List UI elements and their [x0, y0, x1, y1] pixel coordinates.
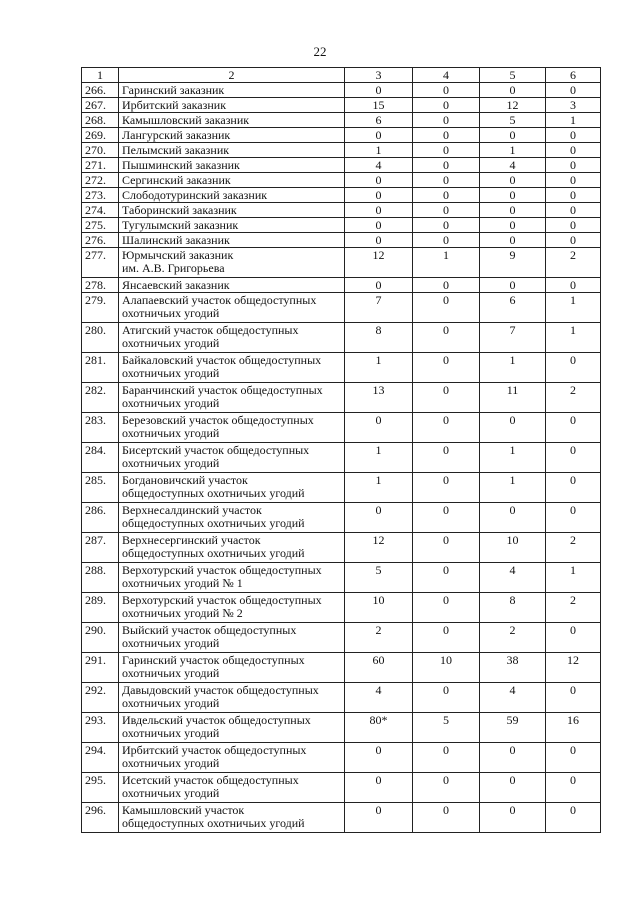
row-name [119, 173, 345, 188]
row-name-line: Байкаловский участок общедоступных [122, 353, 322, 367]
row-value-c4: 0 [413, 593, 480, 623]
table-row [82, 713, 601, 743]
row-value-c6: 0 [546, 278, 601, 293]
table-row [82, 188, 601, 203]
row-value-c5: 7 [480, 323, 546, 353]
row-name-line: Давыдовский участок общедоступных [122, 683, 319, 697]
row-value-c6: 1 [546, 113, 601, 128]
row-value-c5: 10 [480, 533, 546, 563]
row-value-c5: 0 [480, 803, 546, 833]
row-value-c6: 0 [546, 128, 601, 143]
row-value-c3: 0 [345, 278, 413, 293]
row-name-line: Бисертский участок общедоступных [122, 443, 310, 457]
row-number: 283. [82, 413, 119, 443]
row-value-c3: 4 [345, 683, 413, 713]
row-value-c6: 0 [546, 803, 601, 833]
row-name-line: Камышловский заказник [122, 113, 250, 127]
row-name-line: Алапаевский участок общедоступных [122, 293, 317, 307]
row-value-c5: 0 [480, 743, 546, 773]
row-number: 296. [82, 803, 119, 833]
table-row [82, 773, 601, 803]
row-value-c4: 0 [413, 413, 480, 443]
row-name-line: Верхотурский участок общедоступных [122, 593, 322, 607]
row-value-c4: 0 [413, 233, 480, 248]
row-value-c6: 1 [546, 323, 601, 353]
row-name-line: общедоступных охотничьих угодий [122, 546, 305, 560]
row-name [119, 413, 345, 443]
row-value-c6: 12 [546, 653, 601, 683]
row-value-c6: 0 [546, 443, 601, 473]
row-value-c4: 0 [413, 98, 480, 113]
row-name-line: охотничьих угодий [122, 456, 220, 470]
table-row [82, 803, 601, 833]
table-row [82, 503, 601, 533]
row-name [119, 803, 345, 833]
row-value-c4: 0 [413, 83, 480, 98]
column-header: 3 [345, 68, 413, 83]
table-row [82, 113, 601, 128]
row-value-c4: 0 [413, 803, 480, 833]
row-name [119, 503, 345, 533]
row-name-line: Пышминский заказник [122, 158, 240, 172]
row-value-c3: 15 [345, 98, 413, 113]
row-name-line: Богдановичский участок [122, 473, 248, 487]
column-header: 6 [546, 68, 601, 83]
row-name-line: Березовский участок общедоступных [122, 413, 314, 427]
row-number: 273. [82, 188, 119, 203]
row-value-c5: 0 [480, 233, 546, 248]
table-row [82, 248, 601, 278]
row-number: 292. [82, 683, 119, 713]
row-name [119, 248, 345, 278]
row-value-c4: 0 [413, 113, 480, 128]
row-name [119, 203, 345, 218]
row-name [119, 233, 345, 248]
row-name-line: Камышловский участок [122, 803, 245, 817]
row-value-c3: 60 [345, 653, 413, 683]
row-value-c3: 0 [345, 128, 413, 143]
row-name [119, 443, 345, 473]
table-row [82, 743, 601, 773]
row-value-c6: 0 [546, 503, 601, 533]
row-value-c3: 0 [345, 188, 413, 203]
row-value-c6: 1 [546, 563, 601, 593]
table-row [82, 353, 601, 383]
row-value-c6: 0 [546, 743, 601, 773]
row-value-c5: 4 [480, 563, 546, 593]
row-number: 280. [82, 323, 119, 353]
row-name [119, 278, 345, 293]
row-number: 295. [82, 773, 119, 803]
table-row [82, 383, 601, 413]
row-value-c5: 9 [480, 248, 546, 278]
row-value-c4: 0 [413, 188, 480, 203]
row-value-c4: 0 [413, 383, 480, 413]
row-value-c4: 0 [413, 293, 480, 323]
row-name-line: Баранчинский участок общедоступных [122, 383, 323, 397]
row-value-c4: 0 [413, 773, 480, 803]
row-name-line: охотничьих угодий [122, 786, 220, 800]
row-name [119, 683, 345, 713]
row-value-c5: 4 [480, 683, 546, 713]
row-number: 269. [82, 128, 119, 143]
table-row [82, 413, 601, 443]
row-value-c3: 1 [345, 143, 413, 158]
row-number: 289. [82, 593, 119, 623]
row-value-c3: 0 [345, 503, 413, 533]
row-name [119, 623, 345, 653]
table-header-row [82, 68, 601, 83]
row-value-c5: 0 [480, 218, 546, 233]
table-row [82, 128, 601, 143]
row-name-line: общедоступных охотничьих угодий [122, 816, 305, 830]
row-name-line: Атигский участок общедоступных [122, 323, 299, 337]
row-value-c6: 2 [546, 533, 601, 563]
row-value-c5: 0 [480, 773, 546, 803]
row-name-line: Юрмычский заказник [122, 248, 234, 262]
row-value-c6: 0 [546, 233, 601, 248]
row-name-line: Сергинский заказник [122, 173, 231, 187]
table-row [82, 653, 601, 683]
row-value-c6: 0 [546, 188, 601, 203]
row-value-c6: 0 [546, 353, 601, 383]
row-value-c4: 0 [413, 278, 480, 293]
row-value-c5: 59 [480, 713, 546, 743]
row-value-c5: 38 [480, 653, 546, 683]
row-number: 279. [82, 293, 119, 323]
row-name-line: охотничьих угодий [122, 726, 220, 740]
row-value-c3: 0 [345, 743, 413, 773]
row-value-c4: 0 [413, 158, 480, 173]
row-value-c6: 0 [546, 83, 601, 98]
row-name-line: Пелымский заказник [122, 143, 230, 157]
row-number: 272. [82, 173, 119, 188]
row-name-line: Янсаевский заказник [122, 278, 230, 292]
column-header: 1 [82, 68, 119, 83]
row-value-c6: 0 [546, 683, 601, 713]
row-value-c5: 0 [480, 83, 546, 98]
row-number: 271. [82, 158, 119, 173]
row-name-line: Слободотуринский заказник [122, 188, 268, 202]
row-name [119, 713, 345, 743]
row-value-c6: 16 [546, 713, 601, 743]
row-value-c4: 0 [413, 128, 480, 143]
row-value-c5: 1 [480, 143, 546, 158]
row-name [119, 563, 345, 593]
row-value-c5: 4 [480, 158, 546, 173]
row-number: 290. [82, 623, 119, 653]
row-number: 293. [82, 713, 119, 743]
row-name [119, 773, 345, 803]
row-name [119, 293, 345, 323]
row-value-c6: 0 [546, 218, 601, 233]
row-value-c3: 5 [345, 563, 413, 593]
row-number: 278. [82, 278, 119, 293]
row-value-c5: 0 [480, 278, 546, 293]
row-value-c5: 0 [480, 203, 546, 218]
row-name-line: Верхотурский участок общедоступных [122, 563, 322, 577]
row-value-c4: 0 [413, 623, 480, 653]
row-name [119, 128, 345, 143]
row-value-c6: 0 [546, 413, 601, 443]
row-value-c6: 2 [546, 383, 601, 413]
row-name-line: охотничьих угодий [122, 426, 220, 440]
row-name-line: Верхнесергинский участок [122, 533, 261, 547]
row-name [119, 653, 345, 683]
row-number: 277. [82, 248, 119, 278]
row-value-c4: 0 [413, 473, 480, 503]
row-value-c3: 4 [345, 158, 413, 173]
row-value-c4: 0 [413, 683, 480, 713]
row-value-c3: 6 [345, 113, 413, 128]
row-name-line: Исетский участок общедоступных [122, 773, 299, 787]
row-number: 267. [82, 98, 119, 113]
table-row [82, 278, 601, 293]
row-value-c4: 0 [413, 218, 480, 233]
row-name-line: охотничьих угодий [122, 696, 220, 710]
row-value-c6: 0 [546, 203, 601, 218]
row-value-c6: 0 [546, 158, 601, 173]
row-name-line: общедоступных охотничьих угодий [122, 516, 305, 530]
row-name-line: охотничьих угодий [122, 666, 220, 680]
data-table [81, 67, 601, 833]
row-value-c6: 2 [546, 593, 601, 623]
row-value-c3: 0 [345, 803, 413, 833]
table-row [82, 593, 601, 623]
table-row [82, 293, 601, 323]
row-name [119, 98, 345, 113]
table-row [82, 83, 601, 98]
table-row [82, 98, 601, 113]
row-name-line: охотничьих угодий [122, 336, 220, 350]
table-row [82, 623, 601, 653]
row-value-c3: 8 [345, 323, 413, 353]
row-name-line: охотничьих угодий [122, 636, 220, 650]
table-row [82, 563, 601, 593]
row-name-line: Верхнесалдинский участок [122, 503, 262, 517]
column-header: 5 [480, 68, 546, 83]
row-number: 291. [82, 653, 119, 683]
row-value-c3: 13 [345, 383, 413, 413]
row-value-c4: 5 [413, 713, 480, 743]
row-value-c5: 0 [480, 413, 546, 443]
row-number: 287. [82, 533, 119, 563]
row-number: 284. [82, 443, 119, 473]
row-value-c6: 0 [546, 173, 601, 188]
row-name-line: Лангурский заказник [122, 128, 231, 142]
row-value-c4: 1 [413, 248, 480, 278]
row-name-line: охотничьих угодий [122, 396, 220, 410]
row-value-c5: 2 [480, 623, 546, 653]
row-number: 276. [82, 233, 119, 248]
row-name [119, 593, 345, 623]
row-value-c4: 0 [413, 353, 480, 383]
row-value-c3: 7 [345, 293, 413, 323]
row-name [119, 143, 345, 158]
row-value-c6: 0 [546, 473, 601, 503]
row-value-c5: 1 [480, 353, 546, 383]
row-name-line: Тугулымский заказник [122, 218, 239, 232]
row-number: 286. [82, 503, 119, 533]
row-value-c5: 1 [480, 473, 546, 503]
row-value-c3: 1 [345, 473, 413, 503]
row-name-line: Выйский участок общедоступных [122, 623, 297, 637]
row-number: 294. [82, 743, 119, 773]
row-number: 274. [82, 203, 119, 218]
row-name-line: общедоступных охотничьих угодий [122, 486, 305, 500]
row-value-c6: 3 [546, 98, 601, 113]
row-value-c5: 12 [480, 98, 546, 113]
table-row [82, 203, 601, 218]
row-name-line: охотничьих угодий № 2 [122, 606, 243, 620]
row-name [119, 113, 345, 128]
row-name [119, 743, 345, 773]
row-value-c5: 11 [480, 383, 546, 413]
row-name-line: охотничьих угодий [122, 366, 220, 380]
row-value-c5: 0 [480, 128, 546, 143]
row-name-line: Таборинский заказник [122, 203, 237, 217]
row-number: 282. [82, 383, 119, 413]
row-name [119, 383, 345, 413]
table-row [82, 533, 601, 563]
row-value-c6: 0 [546, 623, 601, 653]
row-value-c3: 0 [345, 203, 413, 218]
row-name [119, 323, 345, 353]
row-value-c6: 0 [546, 773, 601, 803]
row-name-line: охотничьих угодий № 1 [122, 576, 243, 590]
row-number: 288. [82, 563, 119, 593]
row-value-c3: 80* [345, 713, 413, 743]
row-name-line: Гаринский заказник [122, 83, 225, 97]
row-value-c3: 0 [345, 773, 413, 803]
row-value-c4: 0 [413, 743, 480, 773]
row-value-c3: 10 [345, 593, 413, 623]
row-value-c6: 2 [546, 248, 601, 278]
row-name-line: Шалинский заказник [122, 233, 230, 247]
row-name [119, 158, 345, 173]
row-value-c6: 0 [546, 143, 601, 158]
row-value-c3: 2 [345, 623, 413, 653]
table-row [82, 158, 601, 173]
row-value-c5: 6 [480, 293, 546, 323]
row-value-c3: 0 [345, 413, 413, 443]
row-value-c5: 1 [480, 443, 546, 473]
row-name [119, 188, 345, 203]
row-value-c5: 0 [480, 188, 546, 203]
row-value-c5: 8 [480, 593, 546, 623]
row-value-c3: 0 [345, 218, 413, 233]
row-name-line: охотничьих угодий [122, 756, 220, 770]
row-value-c3: 12 [345, 248, 413, 278]
row-value-c4: 10 [413, 653, 480, 683]
row-value-c5: 5 [480, 113, 546, 128]
row-name [119, 473, 345, 503]
row-name-line: Ирбитский участок общедоступных [122, 743, 307, 757]
row-value-c3: 0 [345, 233, 413, 248]
table-row [82, 443, 601, 473]
row-value-c4: 0 [413, 563, 480, 593]
row-number: 270. [82, 143, 119, 158]
table-row [82, 173, 601, 188]
row-name-line: Ивдельский участок общедоступных [122, 713, 311, 727]
row-value-c4: 0 [413, 503, 480, 533]
row-value-c4: 0 [413, 323, 480, 353]
row-value-c4: 0 [413, 203, 480, 218]
row-value-c6: 1 [546, 293, 601, 323]
row-value-c5: 0 [480, 173, 546, 188]
row-value-c5: 0 [480, 503, 546, 533]
row-name [119, 83, 345, 98]
column-header: 4 [413, 68, 480, 83]
table-row [82, 218, 601, 233]
row-number: 275. [82, 218, 119, 233]
row-number: 266. [82, 83, 119, 98]
table-row [82, 233, 601, 248]
row-value-c3: 1 [345, 443, 413, 473]
row-value-c4: 0 [413, 443, 480, 473]
row-value-c4: 0 [413, 143, 480, 158]
row-number: 285. [82, 473, 119, 503]
row-name [119, 353, 345, 383]
row-value-c3: 0 [345, 83, 413, 98]
row-name-line: охотничьих угодий [122, 306, 220, 320]
table-row [82, 323, 601, 353]
column-header: 2 [119, 68, 345, 83]
row-name-line: Гаринский участок общедоступных [122, 653, 305, 667]
row-value-c3: 12 [345, 533, 413, 563]
row-name-line: Ирбитский заказник [122, 98, 227, 112]
row-value-c3: 0 [345, 173, 413, 188]
row-value-c4: 0 [413, 173, 480, 188]
row-name-line: им. А.В. Григорьева [122, 261, 225, 275]
row-number: 281. [82, 353, 119, 383]
row-value-c3: 1 [345, 353, 413, 383]
row-name [119, 533, 345, 563]
page-number: 22 [313, 44, 327, 59]
row-value-c4: 0 [413, 533, 480, 563]
row-name [119, 218, 345, 233]
table-row [82, 143, 601, 158]
table-row [82, 683, 601, 713]
row-number: 268. [82, 113, 119, 128]
table-row [82, 473, 601, 503]
